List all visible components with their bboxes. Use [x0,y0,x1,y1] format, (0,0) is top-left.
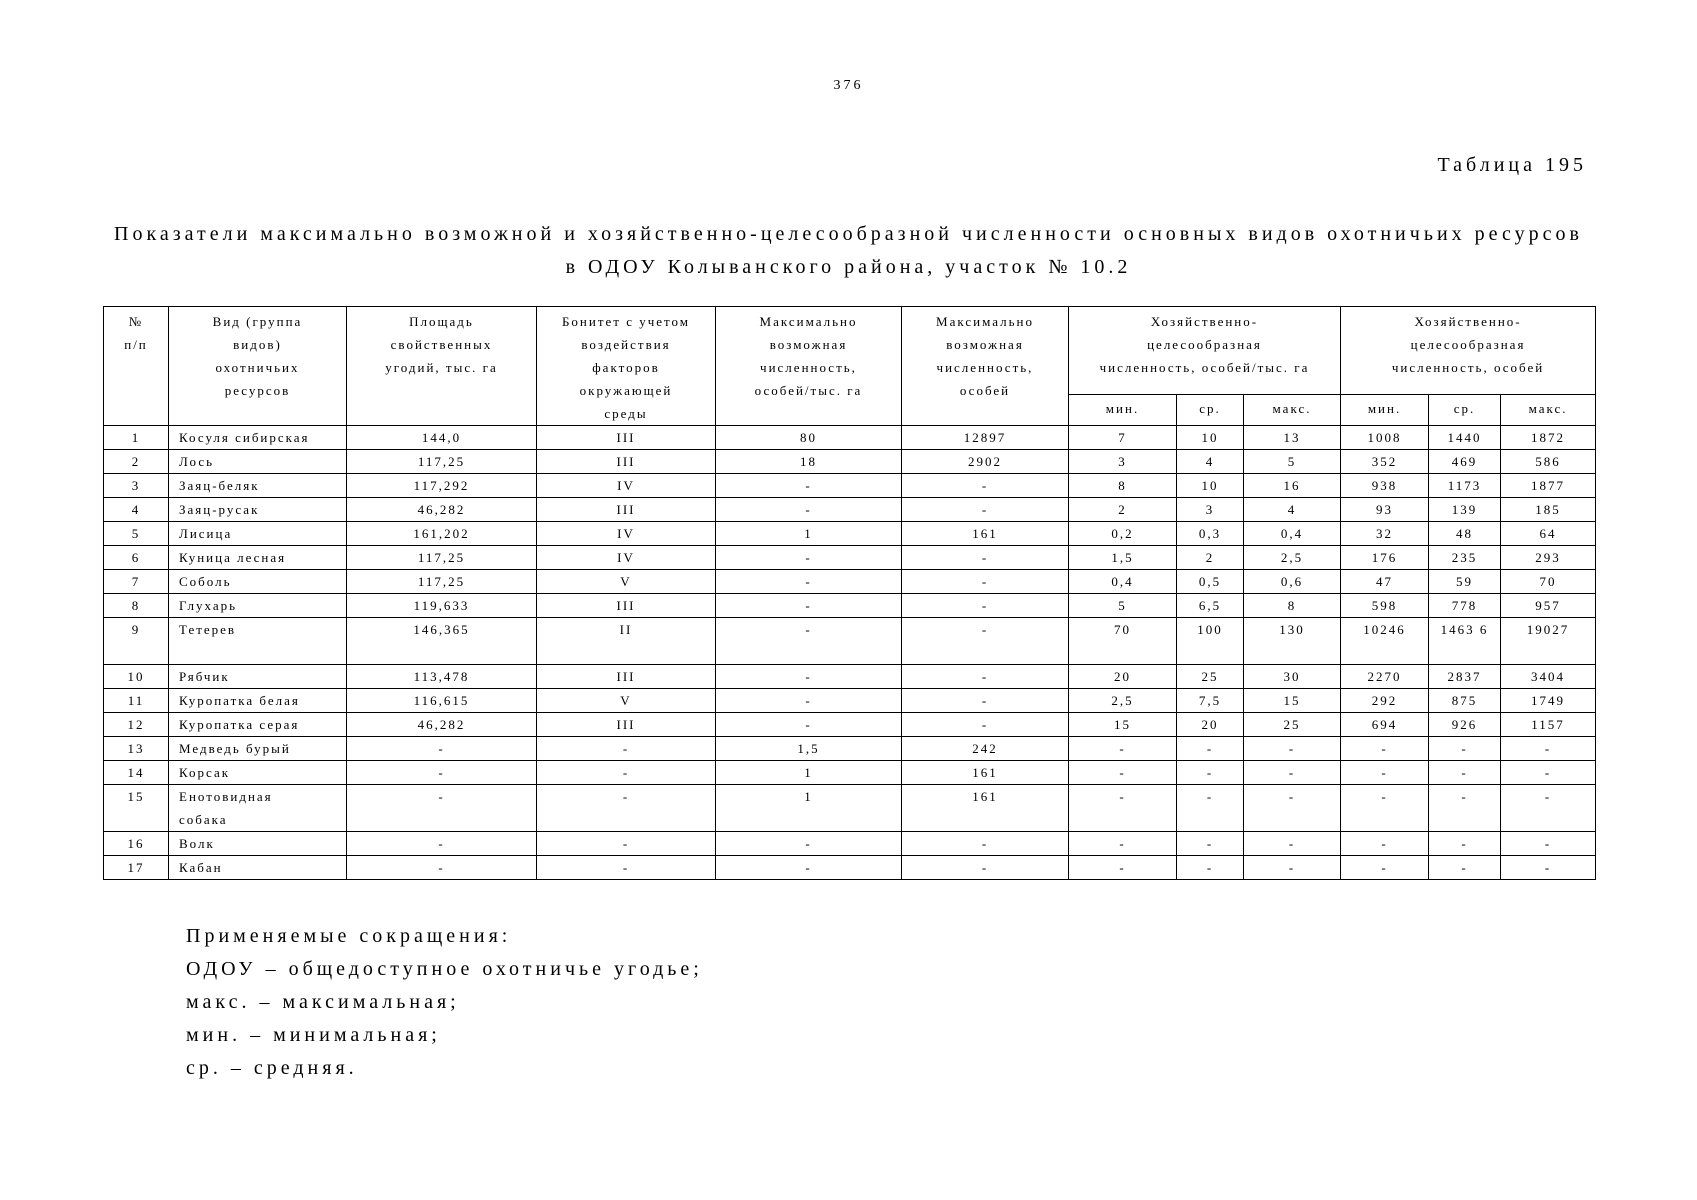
cell-econ-count-min: - [1341,785,1429,832]
cell-max-density: - [716,570,902,594]
table-row [104,546,1596,570]
cell-max-count: 2902 [902,450,1069,474]
cell-max-count: - [902,546,1069,570]
cell-econ-density-max: 130 [1244,618,1341,665]
cell-area: 161,202 [347,522,537,546]
cell-econ-density-max: 8 [1244,594,1341,618]
cell-num: 11 [104,689,169,713]
table-row [104,832,1596,856]
cell-species [169,426,347,450]
cell-bonitet: V [537,689,716,713]
cell-max-density: - [716,713,902,737]
cell-econ-count-min: 2270 [1341,665,1429,689]
cell-econ-count-max: 1749 [1501,689,1596,713]
cell-area: 46,282 [347,498,537,522]
cell-max-density: - [716,594,902,618]
cell-econ-density-min: 0,2 [1069,522,1177,546]
cell-econ-count-avg: 1440 [1429,426,1501,450]
subheader-min: мин. [1341,394,1429,425]
cell-econ-count-min: 93 [1341,498,1429,522]
cell-bonitet: - [537,761,716,785]
cell-max-density: - [716,474,902,498]
cell-area: 46,282 [347,713,537,737]
cell-area: 144,0 [347,426,537,450]
cell-econ-count-avg: 1463 6 [1429,618,1501,665]
cell-econ-density-min: - [1069,785,1177,832]
cell-econ-count-avg: 139 [1429,498,1501,522]
cell-econ-density-min: 1,5 [1069,546,1177,570]
cell-econ-count-min: 32 [1341,522,1429,546]
cell-max-count: - [902,832,1069,856]
cell-bonitet: V [537,570,716,594]
header-max-count [902,307,1069,426]
cell-max-count: 12897 [902,426,1069,450]
cell-species [169,618,347,665]
header-line: Бонитет с учетом [561,314,691,329]
cell-econ-count-avg: 48 [1429,522,1501,546]
cell-econ-count-min: 1008 [1341,426,1429,450]
header-line: Хозяйственно- [1150,314,1259,329]
cell-econ-density-avg: 2 [1177,546,1244,570]
header-line: № [128,314,144,329]
cell-econ-count-max: 19027 [1501,618,1596,665]
cell-area: 116,615 [347,689,537,713]
cell-bonitet: II [537,618,716,665]
header-line: ресурсов [224,383,291,398]
table-row [104,665,1596,689]
cell-bonitet: - [537,737,716,761]
abbreviation-item: ср. – средняя. [186,1057,358,1079]
header-line: видов) [233,337,282,352]
subheader-min: мин. [1069,394,1177,425]
cell-area: - [347,785,537,832]
table-row [104,570,1596,594]
cell-max-density: - [716,665,902,689]
species-line: Енотовидная [179,789,273,804]
cell-num: 6 [104,546,169,570]
cell-bonitet: III [537,713,716,737]
cell-econ-count-min: 352 [1341,450,1429,474]
species-line: Куница лесная [179,550,287,565]
table-label: Таблица 195 [1437,154,1587,176]
cell-econ-count-max: 293 [1501,546,1596,570]
cell-max-density: - [716,689,902,713]
header-econ-density [1069,307,1341,395]
cell-econ-count-max: - [1501,856,1596,880]
header-line: угодий, тыс. га [385,360,498,375]
table-body [104,426,1596,880]
cell-bonitet: - [537,785,716,832]
title-line: Показатели максимально возможной и хозяйственно-целесообразной численности основных видов охотничьих ресурсов [114,223,1583,245]
subheader-max: макс. [1501,394,1596,425]
abbreviation-item: мин. – минимальная; [186,1024,441,1046]
abbreviations-heading: Применяемые сокращения: [186,925,512,947]
cell-econ-density-min: - [1069,761,1177,785]
table-row [104,426,1596,450]
cell-econ-density-max: 25 [1244,713,1341,737]
table-row [104,689,1596,713]
cell-econ-density-max: - [1244,785,1341,832]
cell-econ-count-max: 70 [1501,570,1596,594]
cell-area: 119,633 [347,594,537,618]
cell-econ-count-min: 10246 [1341,618,1429,665]
cell-econ-count-max: - [1501,832,1596,856]
cell-econ-density-max: 5 [1244,450,1341,474]
cell-bonitet: III [537,665,716,689]
cell-econ-density-avg: 25 [1177,665,1244,689]
cell-max-count: - [902,856,1069,880]
cell-econ-count-avg: - [1429,761,1501,785]
title-line: в ОДОУ Колыванского района, участок № 10.2 [565,256,1132,278]
cell-econ-density-max: 4 [1244,498,1341,522]
abbreviations-list [186,920,703,1085]
cell-max-count: - [902,570,1069,594]
header-line: возможная [769,337,848,352]
cell-num: 8 [104,594,169,618]
cell-area: - [347,737,537,761]
cell-econ-density-avg: - [1177,761,1244,785]
species-line: Медведь бурый [179,741,291,756]
cell-econ-density-min: 8 [1069,474,1177,498]
cell-econ-density-avg: 3 [1177,498,1244,522]
cell-max-count: - [902,618,1069,665]
header-area [347,307,537,426]
cell-max-density: 80 [716,426,902,450]
cell-econ-density-avg: - [1177,856,1244,880]
header-max-density [716,307,902,426]
cell-max-density: - [716,618,902,665]
header-line: особей/тыс. га [754,383,863,398]
header-econ-count [1341,307,1596,395]
cell-num: 13 [104,737,169,761]
cell-econ-count-avg: 59 [1429,570,1501,594]
cell-species [169,498,347,522]
species-line: собака [179,812,228,827]
cell-num: 4 [104,498,169,522]
cell-econ-density-min: 70 [1069,618,1177,665]
cell-econ-density-avg: 20 [1177,713,1244,737]
header-line: целесообразная [1410,337,1526,352]
cell-econ-density-max: 15 [1244,689,1341,713]
cell-max-count: 161 [902,785,1069,832]
cell-num: 7 [104,570,169,594]
cell-max-count: - [902,713,1069,737]
cell-econ-density-min: - [1069,832,1177,856]
cell-max-density: 1 [716,761,902,785]
cell-econ-density-max: 0,6 [1244,570,1341,594]
cell-num: 9 [104,618,169,665]
cell-bonitet: - [537,856,716,880]
cell-econ-count-min: 598 [1341,594,1429,618]
cell-area: - [347,856,537,880]
cell-area: 113,478 [347,665,537,689]
species-line: Глухарь [179,598,238,613]
cell-max-density: - [716,832,902,856]
cell-econ-count-avg: - [1429,856,1501,880]
cell-econ-density-min: 2,5 [1069,689,1177,713]
cell-bonitet: III [537,498,716,522]
cell-econ-count-max: 64 [1501,522,1596,546]
cell-area: 117,292 [347,474,537,498]
cell-econ-count-avg: 926 [1429,713,1501,737]
cell-species [169,474,347,498]
cell-econ-density-max: 30 [1244,665,1341,689]
table-row [104,785,1596,832]
header-bonitet [537,307,716,426]
abbreviation-item: макс. – максимальная; [186,991,460,1013]
cell-econ-count-avg: 2837 [1429,665,1501,689]
cell-econ-density-avg: - [1177,832,1244,856]
header-line: воздействия [581,337,671,352]
cell-econ-count-min: 938 [1341,474,1429,498]
species-line: Лисица [179,526,233,541]
species-line: Заяц-беляк [179,478,260,493]
cell-max-count: 242 [902,737,1069,761]
cell-bonitet: III [537,426,716,450]
cell-species [169,450,347,474]
cell-species [169,785,347,832]
header-line: факторов [592,360,660,375]
subheader-avg: ср. [1429,394,1501,425]
subheader-avg: ср. [1177,394,1244,425]
header-line: Вид (группа [212,314,303,329]
abbreviation-item: ОДОУ – общедоступное охотничье угодье; [186,958,703,980]
species-line: Тетерев [179,622,237,637]
cell-econ-density-min: 5 [1069,594,1177,618]
cell-bonitet: IV [537,546,716,570]
header-line: Максимально [936,314,1034,329]
header-line: свойственных [390,337,493,352]
table-row [104,474,1596,498]
species-line: Корсак [179,765,231,780]
header-line: охотничьих [215,360,300,375]
cell-econ-density-avg: 6,5 [1177,594,1244,618]
cell-bonitet: IV [537,474,716,498]
species-line: Волк [179,836,215,851]
header-line: окружающей [579,383,673,398]
cell-max-density: 1,5 [716,737,902,761]
cell-num: 16 [104,832,169,856]
header-line: возможная [946,337,1024,352]
cell-species [169,665,347,689]
cell-max-count: - [902,498,1069,522]
cell-econ-density-max: 13 [1244,426,1341,450]
species-line: Косуля сибирская [179,430,310,445]
cell-econ-density-avg: 10 [1177,426,1244,450]
cell-econ-count-min: 176 [1341,546,1429,570]
cell-num: 12 [104,713,169,737]
species-line: Заяц-русак [179,502,260,517]
cell-econ-count-avg: - [1429,785,1501,832]
cell-econ-count-max: - [1501,737,1596,761]
cell-econ-count-avg: 778 [1429,594,1501,618]
cell-econ-count-avg: 469 [1429,450,1501,474]
cell-econ-count-min: 47 [1341,570,1429,594]
cell-num: 14 [104,761,169,785]
cell-econ-density-min: 15 [1069,713,1177,737]
cell-area: 117,25 [347,570,537,594]
cell-econ-density-max: 0,4 [1244,522,1341,546]
cell-species [169,737,347,761]
cell-econ-density-min: - [1069,737,1177,761]
cell-area: 146,365 [347,618,537,665]
cell-species [169,570,347,594]
cell-num: 1 [104,426,169,450]
subheader-max: макс. [1244,394,1341,425]
header-num [104,307,169,426]
table-row [104,522,1596,546]
cell-area: - [347,761,537,785]
cell-econ-density-min: 20 [1069,665,1177,689]
header-line: численность, особей/тыс. га [1099,360,1310,375]
cell-species [169,713,347,737]
cell-species [169,832,347,856]
cell-bonitet: - [537,832,716,856]
cell-species [169,546,347,570]
cell-species [169,522,347,546]
cell-econ-count-max: 586 [1501,450,1596,474]
table-row [104,737,1596,761]
cell-max-count: - [902,594,1069,618]
cell-max-count: - [902,689,1069,713]
species-line: Лось [179,454,215,469]
cell-species [169,856,347,880]
header-line: целесообразная [1147,337,1262,352]
cell-econ-count-max: 1157 [1501,713,1596,737]
cell-econ-density-min: 2 [1069,498,1177,522]
cell-max-count: - [902,665,1069,689]
header-line: п/п [124,337,148,352]
cell-bonitet: IV [537,522,716,546]
cell-econ-density-avg: - [1177,785,1244,832]
cell-num: 15 [104,785,169,832]
species-line: Соболь [179,574,232,589]
cell-econ-count-avg: 1173 [1429,474,1501,498]
page-number: 376 [833,78,864,93]
cell-num: 10 [104,665,169,689]
cell-econ-density-avg: 0,5 [1177,570,1244,594]
species-line: Куропатка серая [179,717,300,732]
table-row [104,498,1596,522]
cell-econ-count-min: 694 [1341,713,1429,737]
cell-econ-density-max: 16 [1244,474,1341,498]
cell-econ-count-min: - [1341,832,1429,856]
cell-econ-density-min: - [1069,856,1177,880]
cell-econ-count-avg: 235 [1429,546,1501,570]
cell-area: 117,25 [347,546,537,570]
cell-econ-density-max: - [1244,761,1341,785]
table-row [104,594,1596,618]
header-line: среды [604,406,648,421]
cell-species [169,594,347,618]
cell-max-count: - [902,474,1069,498]
header-line: Площадь [409,314,474,329]
cell-max-density: - [716,498,902,522]
header-line: особей [959,383,1011,398]
cell-econ-count-max: - [1501,785,1596,832]
header-line: численность, [936,360,1034,375]
header-line: численность, [760,360,857,375]
species-line: Рябчик [179,669,230,684]
cell-econ-density-max: - [1244,737,1341,761]
header-line: Хозяйственно- [1414,314,1522,329]
cell-econ-density-min: 0,4 [1069,570,1177,594]
table-row [104,856,1596,880]
table-row [104,761,1596,785]
species-line: Куропатка белая [179,693,300,708]
cell-num: 5 [104,522,169,546]
cell-econ-count-min: - [1341,761,1429,785]
cell-bonitet: III [537,594,716,618]
cell-econ-density-avg: - [1177,737,1244,761]
cell-econ-count-avg: 875 [1429,689,1501,713]
cell-econ-density-max: - [1244,856,1341,880]
header-line: Максимально [759,314,858,329]
table-row [104,713,1596,737]
cell-econ-count-max: 1877 [1501,474,1596,498]
cell-max-density: - [716,856,902,880]
cell-bonitet: III [537,450,716,474]
species-line: Кабан [179,860,223,875]
table-row [104,450,1596,474]
cell-econ-density-max: 2,5 [1244,546,1341,570]
cell-area: - [347,832,537,856]
cell-num: 2 [104,450,169,474]
data-table [103,306,1596,880]
cell-econ-density-max: - [1244,832,1341,856]
cell-max-count: 161 [902,522,1069,546]
cell-max-density: - [716,546,902,570]
cell-econ-density-avg: 10 [1177,474,1244,498]
cell-econ-density-avg: 0,3 [1177,522,1244,546]
cell-max-density: 1 [716,785,902,832]
cell-econ-count-min: 292 [1341,689,1429,713]
cell-econ-count-max: 957 [1501,594,1596,618]
cell-area: 117,25 [347,450,537,474]
cell-num: 3 [104,474,169,498]
cell-num: 17 [104,856,169,880]
cell-econ-count-min: - [1341,856,1429,880]
cell-econ-density-avg: 100 [1177,618,1244,665]
cell-econ-density-avg: 7,5 [1177,689,1244,713]
table-header [104,307,1596,426]
document-title [0,218,1697,284]
table-row [104,618,1596,665]
header-line: численность, особей [1391,360,1545,375]
cell-species [169,689,347,713]
cell-econ-count-max: - [1501,761,1596,785]
cell-max-count: 161 [902,761,1069,785]
cell-max-density: 18 [716,450,902,474]
cell-econ-density-min: 7 [1069,426,1177,450]
cell-econ-count-max: 185 [1501,498,1596,522]
cell-econ-count-max: 1872 [1501,426,1596,450]
cell-econ-density-min: 3 [1069,450,1177,474]
cell-econ-count-avg: - [1429,832,1501,856]
cell-econ-count-max: 3404 [1501,665,1596,689]
header-species [169,307,347,426]
cell-econ-count-min: - [1341,737,1429,761]
cell-econ-count-avg: - [1429,737,1501,761]
cell-max-density: 1 [716,522,902,546]
cell-econ-density-avg: 4 [1177,450,1244,474]
cell-species [169,761,347,785]
